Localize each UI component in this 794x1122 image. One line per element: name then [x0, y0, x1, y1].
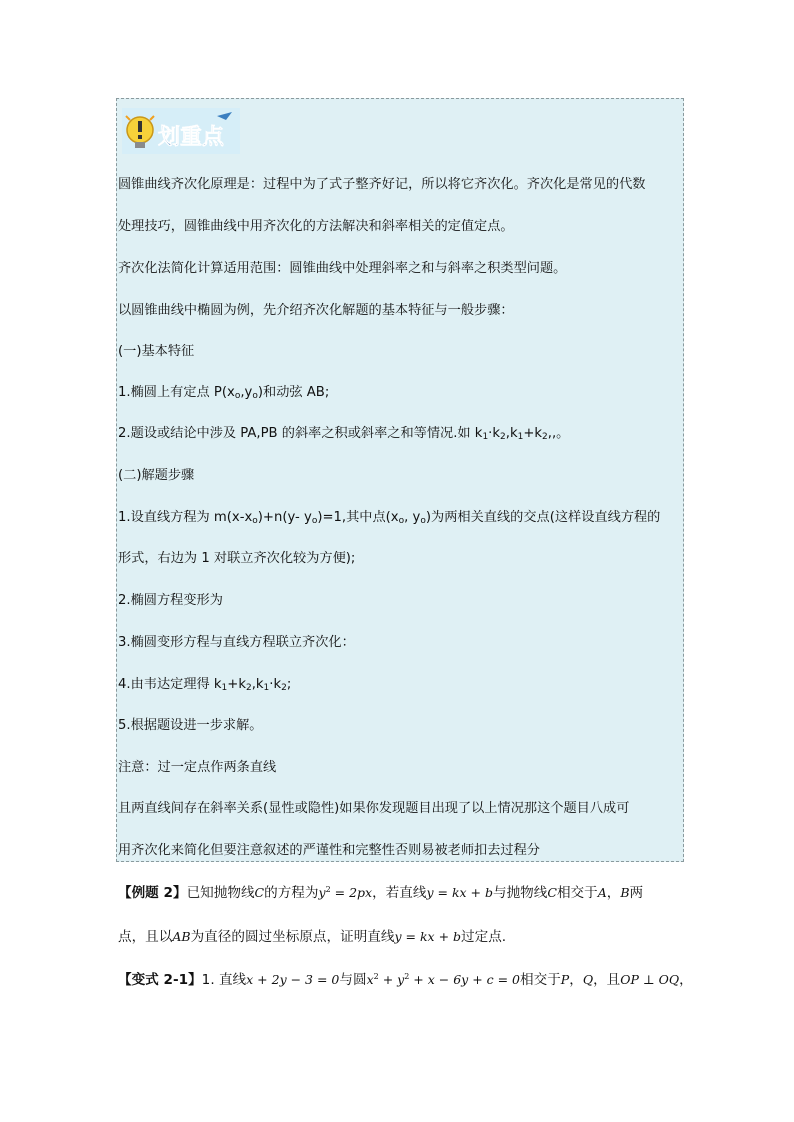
- example-2-line-2: 点，且以AB为直径的圆过坐标原点，证明直线y = kx + b过定点.: [118, 929, 507, 945]
- box-line-11: 2.椭圆方程变形为: [118, 593, 223, 608]
- box-line-15: 注意：过一定点作两条直线: [118, 760, 277, 775]
- variant-2-1-line-1: 【变式 2-1】1. 直线x + 2y − 3 = 0与圆$x^2 + y^2 + x - 6y + c = 0$相交于P，Q，且OP ⊥ OQ，: [118, 972, 693, 988]
- box-line-17: 用齐次化来简化但要注意叙述的严谨性和完整性否则易被老师扣去过程分: [118, 843, 540, 858]
- box-line-3: 齐次化法简化计算适用范围：圆锥曲线中处理斜率之和与斜率之积类型问题。: [118, 261, 567, 276]
- key-points-logo: [122, 106, 240, 156]
- variant-2-1-label: 【变式 2-1】: [118, 972, 202, 988]
- box-line-5: (一)基本特征: [118, 344, 195, 359]
- box-line-10: 形式，右边为 1 对联立齐次化较为方便);: [118, 551, 356, 566]
- box-line-7: 2.题设或结论中涉及 PA,PB 的斜率之积或斜率之和等情况.如 $k_1\cdot k_2,k_1+k_2$,,。: [118, 426, 570, 442]
- box-line-2: 处理技巧，圆锥曲线中用齐次化的方法解决和斜率相关的定值定点。: [118, 219, 514, 234]
- box-line-14: 5.根据题设进一步求解。: [118, 718, 263, 733]
- logo-title: 划重点: [158, 125, 225, 150]
- box-line-9: 1.设直线方程为 $m(x-x_o)+n(y-$ $y_o)=1$,其中点($x_o$, $y_o$)为两相关直线的交点(这样设直线方程的: [118, 510, 661, 526]
- example-2-line-1: 【例题 2】已知抛物线C的方程为$y^2 = 2px$，若直线y = kx + b与抛物线C相交于A，B两: [118, 885, 644, 901]
- key-points-box: [116, 98, 684, 862]
- box-line-4: 以圆锥曲线中椭圆为例，先介绍齐次化解题的基本特征与一般步骤：: [118, 303, 514, 318]
- box-line-13: 4.由韦达定理得 $k_1+k_2,k_1\cdot k_2$;: [118, 677, 292, 693]
- box-line-8: (二)解题步骤: [118, 468, 195, 483]
- box-line-12: 3.椭圆变形方程与直线方程联立齐次化：: [118, 635, 355, 650]
- box-line-6: 1.椭圆上有定点 $P(x_o,y_o)$和动弦 AB;: [118, 385, 330, 401]
- example-2-label: 【例题 2】: [118, 885, 187, 901]
- box-line-1: 圆锥曲线齐次化原理是：过程中为了式子整齐好记，所以将它齐次化。齐次化是常见的代数: [118, 177, 646, 192]
- box-line-16: 且两直线间存在斜率关系(显性或隐性)如果你发现题目出现了以上情况那这个题目八成可: [118, 801, 630, 816]
